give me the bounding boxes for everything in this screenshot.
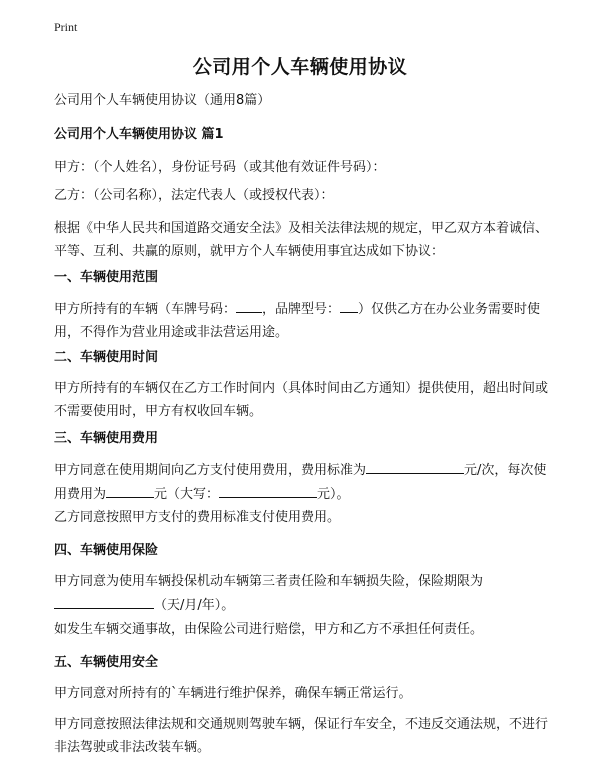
party-a-line: 甲方：（个人姓名），身份证号码（或其他有效证件号码）： [54, 160, 386, 175]
insurance-period-blank [54, 593, 154, 609]
section-5-paragraph-2: 甲方同意按照法律法规和交通规则驾驶车辆，保证行车安全，不违反交通法规，不进行非法驾驶或非法改装车辆。 [54, 717, 549, 755]
plate-number-blank [236, 297, 262, 313]
section-2-heading: 二、车辆使用时间 [54, 350, 159, 365]
section-3-text-c: 元（大写： [154, 487, 220, 502]
intro-paragraph: 根据《中华人民共和国道路交通安全法》及相关法律法规的规定，甲乙双方本着诚信、平等、互利、共赢的原则，就甲方个人车辆使用事宜达成如下协议： [54, 221, 549, 259]
section-3-text-d: 元）。 [317, 487, 350, 502]
subtitle: 公司用个人车辆使用协议（通用8篇） [54, 93, 271, 108]
article-heading: 公司用个人车辆使用协议 篇1 [54, 127, 224, 142]
section-1-heading: 一、车辆使用范围 [54, 270, 159, 285]
section-4-heading: 四、车辆使用保险 [54, 543, 159, 558]
fee-uppercase-blank [219, 482, 317, 498]
section-2-paragraph: 甲方所持有的车辆仅在乙方工作时间内（具体时间由乙方通知）提供使用，超出时间或不需要使用时，甲方有权收回车辆。 [54, 381, 549, 419]
fee-standard-blank [366, 458, 464, 474]
party-b-line: 乙方：（公司名称），法定代表人（或授权代表）： [54, 188, 334, 203]
section-3-text-a: 甲方同意在使用期间向乙方支付使用费用，费用标准为 [54, 463, 367, 478]
section-5-paragraph-1: 甲方同意对所持有的`车辆进行维护保养，确保车辆正常运行。 [54, 686, 412, 701]
model-blank [340, 297, 358, 313]
section-1-text-b: ，品牌型号： [262, 302, 341, 317]
section-4-text-b: （天/月/年）。 [154, 598, 235, 613]
section-4-paragraph [54, 570, 552, 617]
section-1-paragraph [54, 297, 552, 344]
document-title: 公司用个人车辆使用协议 [192, 56, 408, 78]
section-1-text-a: 甲方所持有的车辆（车牌号码： [54, 302, 237, 317]
print-label: Print [54, 20, 78, 34]
section-4-paragraph-2: 如发生车辆交通事故，由保险公司进行赔偿，甲方和乙方不承担任何责任。 [54, 622, 484, 637]
section-1-text-c: ）仅供乙方在办公业务需要时使用，不得作为营业用途或非法营运用途。 [54, 302, 541, 340]
section-3-paragraph [54, 458, 552, 506]
section-3-heading: 三、车辆使用费用 [54, 431, 159, 446]
section-4-text-a: 甲方同意为使用车辆投保机动车辆第三者责任险和车辆损失险，保险期限为 [54, 574, 484, 589]
fee-amount-blank [106, 482, 154, 498]
section-5-heading: 五、车辆使用安全 [54, 655, 159, 670]
section-3-text-b: 元/次，每次使用费用为 [54, 463, 547, 502]
section-3-paragraph-2: 乙方同意按照甲方支付的费用标准支付使用费用。 [54, 510, 341, 525]
